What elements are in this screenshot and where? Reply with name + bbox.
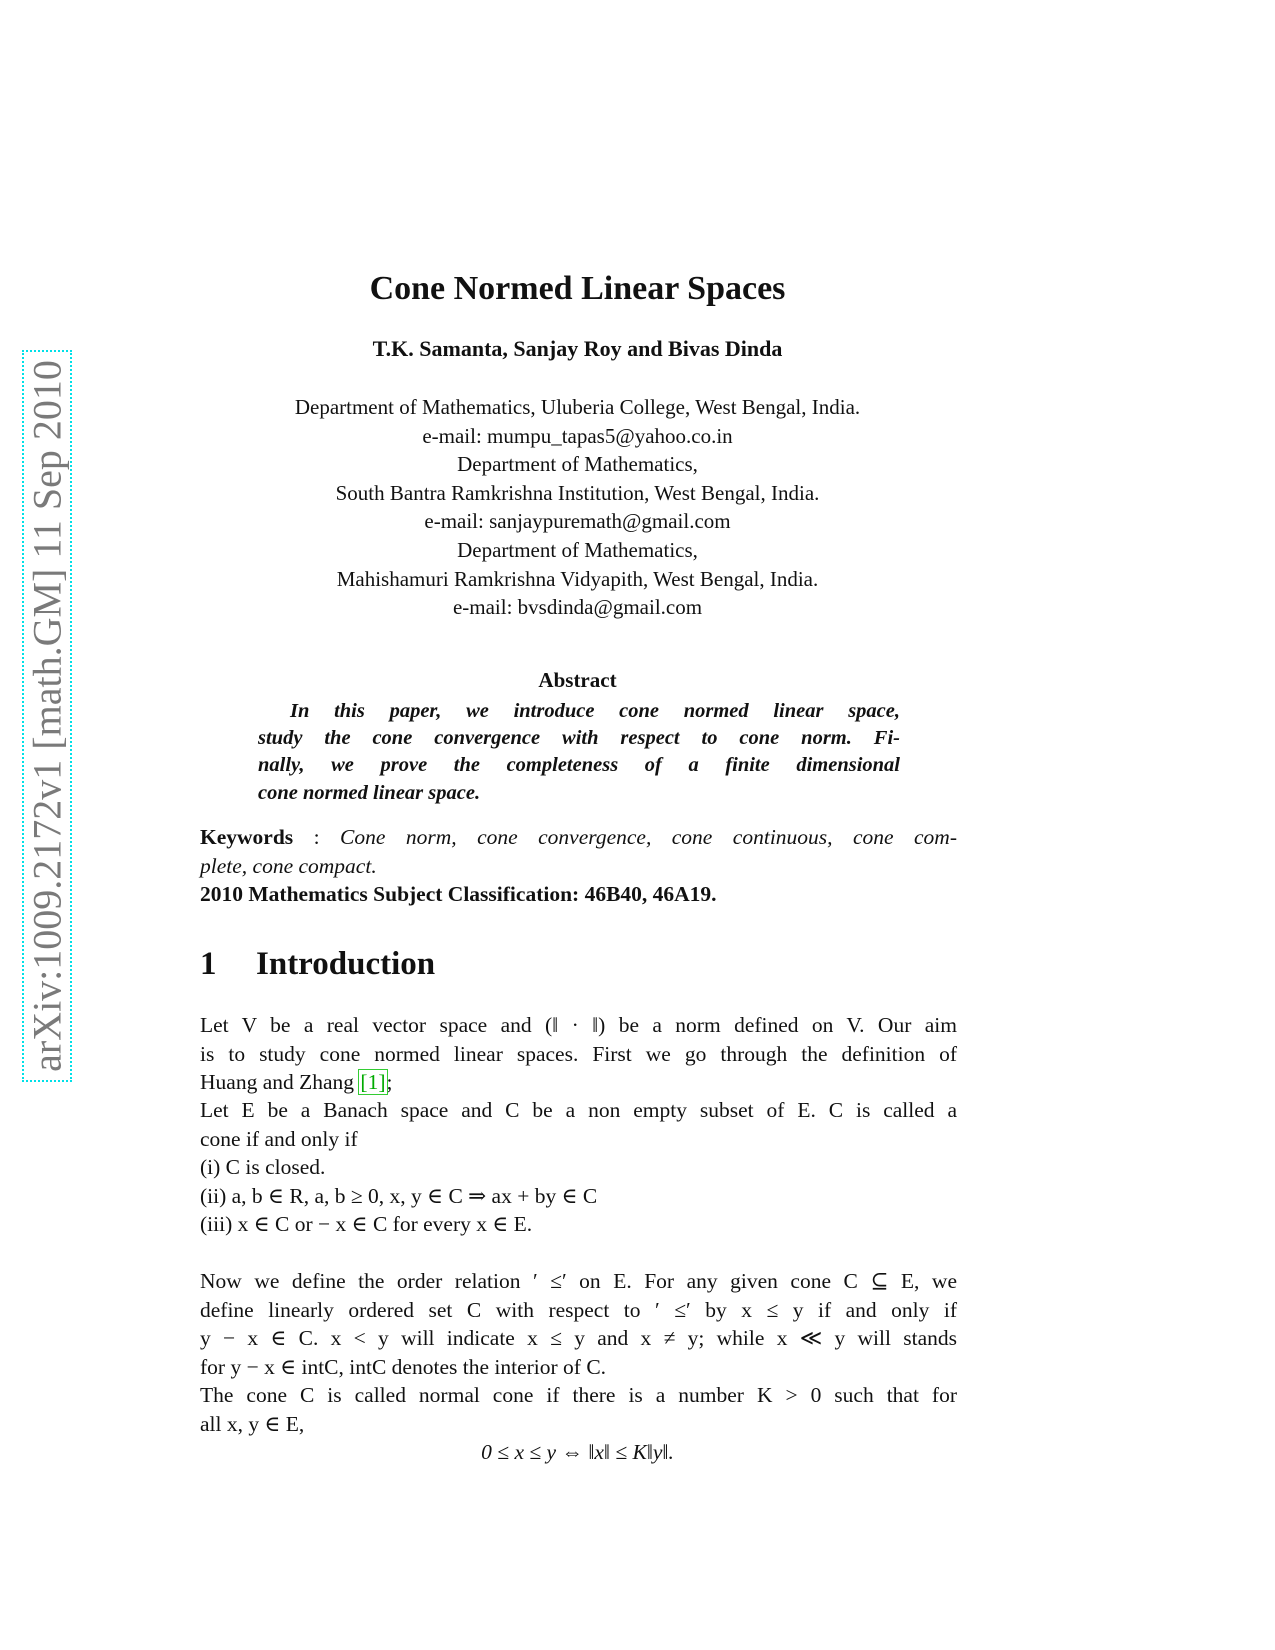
abstract-line: In this paper, we introduce cone normed linear space, (290, 700, 900, 722)
keywords-text: Cone norm, cone convergence, cone continuous, cone com- (340, 825, 957, 849)
abstract-line: study the cone convergence with respect to cone norm. Fi- (258, 727, 900, 750)
normal-cone-equation: 0 ≤ x ≤ y ⇔ ‖x‖ ≤ K‖y‖. (481, 1440, 674, 1464)
text-line: Let E be a Banach space and C be a non empty subset of E. C is called a (200, 1098, 957, 1122)
text-line: The cone C is called normal cone if there is a number K > 0 such that for (200, 1383, 957, 1408)
cone-definition (200, 1096, 957, 1239)
email-line: e-mail: bvsdinda@gmail.com (452, 595, 703, 620)
text-line: for y − x ∈ intC, intC denotes the interior of C. (200, 1354, 607, 1379)
text: ; (386, 1070, 393, 1095)
arxiv-stamp-text: arXiv:1009.2172v1 [math.GM] 11 Sep 2010 (24, 360, 70, 1072)
keywords-line (200, 823, 957, 852)
text-line: define linearly ordered set C with respect to ′ ≤′ by x ≤ y if and only if (200, 1297, 957, 1322)
affiliation-line: Department of Mathematics, (457, 452, 698, 477)
condition-iii: (iii) x ∈ C or − x ∈ C for every x ∈ E. (200, 1212, 533, 1237)
affiliation-line: South Bantra Ramkrishna Institution, West Bengal, India. (335, 480, 820, 505)
keywords-sep: : (293, 825, 341, 849)
condition-i: (i) C is closed. (200, 1155, 326, 1180)
email-line: e-mail: sanjaypuremath@gmail.com (424, 509, 731, 534)
section-title: Introduction (256, 946, 436, 982)
text-line (200, 1068, 957, 1097)
affiliations (0, 393, 1155, 622)
abstract-line: nally, we prove the completeness of a finite dimensional (258, 754, 900, 777)
authors: T.K. Samanta, Sanjay Roy and Bivas Dinda (372, 336, 783, 361)
text-line: Let V be a real vector space and (‖ · ‖) be a norm defined on V. Our aim (200, 1013, 957, 1037)
keywords-label: Keywords (200, 825, 294, 849)
text: Huang and Zhang (200, 1070, 360, 1095)
section-heading (200, 946, 435, 983)
affiliation-line: Mahishamuri Ramkrishna Vidyapith, West Bengal, India. (336, 566, 819, 591)
condition-ii: (ii) a, b ∈ R, a, b ≥ 0, x, y ∈ C ⇒ ax + by ∈ C (200, 1183, 598, 1208)
order-definition (200, 1267, 957, 1439)
abstract-line: cone normed linear space. (258, 781, 481, 804)
keywords-line: plete, cone compact. (200, 853, 377, 878)
abstract-heading: Abstract (538, 668, 617, 692)
keywords-block (200, 823, 957, 909)
paper-title: Cone Normed Linear Spaces (369, 270, 786, 307)
intro-paragraph (200, 1011, 957, 1097)
text-line: cone if and only if (200, 1126, 358, 1151)
email-line: e-mail: mumpu_tapas5@yahoo.co.in (422, 423, 733, 448)
citation-link[interactable]: [1] (360, 1070, 386, 1095)
abstract-body (258, 698, 900, 807)
text-line: Now we define the order relation ′ ≤′ on E. For any given cone C ⊆ E, we (200, 1269, 957, 1293)
text-line: y − x ∈ C. x < y will indicate x ≤ y and x ≠ y; while x ≪ y will stands (200, 1326, 957, 1351)
msc-classification: 2010 Mathematics Subject Classification: 46B40, 46A19. (200, 882, 717, 907)
affiliation-line: Department of Mathematics, (457, 537, 698, 562)
text-line: is to study cone normed linear spaces. First we go through the definition of (200, 1041, 957, 1066)
text-line: all x, y ∈ E, (200, 1411, 305, 1436)
affiliation-line: Department of Mathematics, Uluberia College, West Bengal, India. (294, 395, 861, 419)
section-number: 1 (200, 946, 217, 982)
